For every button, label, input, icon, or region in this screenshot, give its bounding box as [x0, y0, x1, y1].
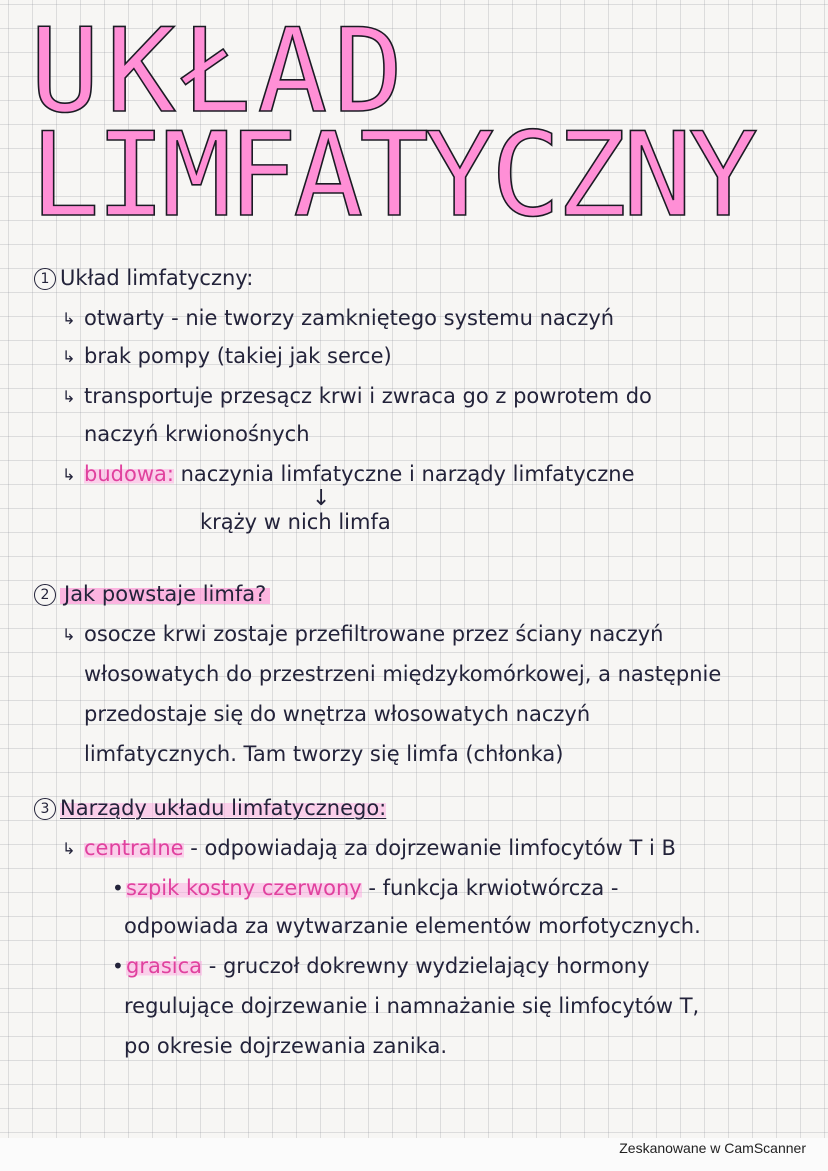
- section-number-1: 1: [34, 268, 56, 290]
- budowa-sub: krąży w nich limfa: [200, 510, 391, 534]
- central-label: centralne: [84, 836, 184, 860]
- grasica-text: - gruczoł dokrewny wydzielający hormony: [202, 954, 650, 978]
- list-item-text: otwarty - nie tworzy zamkniętego systemu naczyń: [84, 306, 615, 330]
- arrow-bullet-icon: ↳: [62, 625, 76, 644]
- budowa-label: budowa:: [84, 462, 174, 486]
- dot-bullet-icon: •: [112, 954, 124, 978]
- section-number-3: 3: [34, 798, 56, 820]
- down-arrow-icon: ↓: [312, 486, 331, 511]
- list-item-central: [62, 836, 676, 861]
- section-2-heading: [34, 582, 270, 607]
- szpik-line-2: odpowiada za wytwarzanie elementów morfotycznych.: [124, 914, 701, 938]
- section-2-heading-text: Jak powstaje limfa?: [60, 582, 270, 606]
- paragraph-line: przedostaje się do wnętrza włosowatych naczyń: [84, 702, 591, 726]
- title-line-1: UKŁAD: [30, 4, 410, 139]
- section-1-heading: [34, 266, 253, 291]
- budowa-text: naczynia limfatyczne i narządy limfatyczne: [180, 462, 635, 486]
- list-item-text: transportuje przesącz krwi i zwraca go z powrotem do: [84, 384, 652, 408]
- section-3-heading-text: Narządy układu limfatycznego:: [60, 796, 387, 820]
- grasica-line-3: po okresie dojrzewania zanika.: [124, 1034, 448, 1058]
- paragraph-line: limfatycznych. Tam tworzy się limfa (chłonka): [84, 742, 564, 766]
- arrow-bullet-icon: ↳: [62, 387, 76, 406]
- list-item-budowa: [62, 462, 635, 487]
- dot-bullet-icon: •: [112, 876, 124, 900]
- section-number-2: 2: [34, 584, 56, 606]
- grasica-label: grasica: [126, 954, 203, 978]
- section-1-heading-text: Układ limfatyczny:: [60, 266, 254, 290]
- arrow-bullet-icon: ↳: [62, 465, 76, 484]
- paragraph-text: osocze krwi zostaje przefiltrowane przez ściany naczyń: [84, 622, 664, 646]
- list-item-text: brak pompy (takiej jak serce): [84, 344, 392, 368]
- scanner-watermark: Zeskanowane w CamScanner: [619, 1140, 806, 1156]
- szpik-label: szpik kostny czerwony: [126, 876, 362, 900]
- title-line-2: LIMFATYCZNY: [30, 108, 755, 243]
- list-item-szpik: [112, 876, 619, 901]
- arrow-bullet-icon: ↳: [62, 309, 76, 328]
- list-item: [62, 306, 614, 331]
- central-text: - odpowiadają za dojrzewanie limfocytów T i B: [183, 836, 676, 860]
- list-item-grasica: [112, 954, 650, 979]
- arrow-bullet-icon: ↳: [62, 839, 76, 858]
- list-item: [62, 384, 652, 409]
- arrow-bullet-icon: ↳: [62, 347, 76, 366]
- section-3-heading: [34, 796, 386, 821]
- list-item: [62, 344, 392, 369]
- grasica-line-2: regulujące dojrzewanie i namnażanie się limfocytów T,: [124, 994, 700, 1018]
- szpik-text: - funkcja krwiotwórcza -: [361, 876, 619, 900]
- list-item-continuation: naczyń krwionośnych: [84, 422, 310, 446]
- paragraph-line: [62, 622, 664, 647]
- paragraph-line: włosowatych do przestrzeni międzykomórkowej, a następnie: [84, 662, 722, 686]
